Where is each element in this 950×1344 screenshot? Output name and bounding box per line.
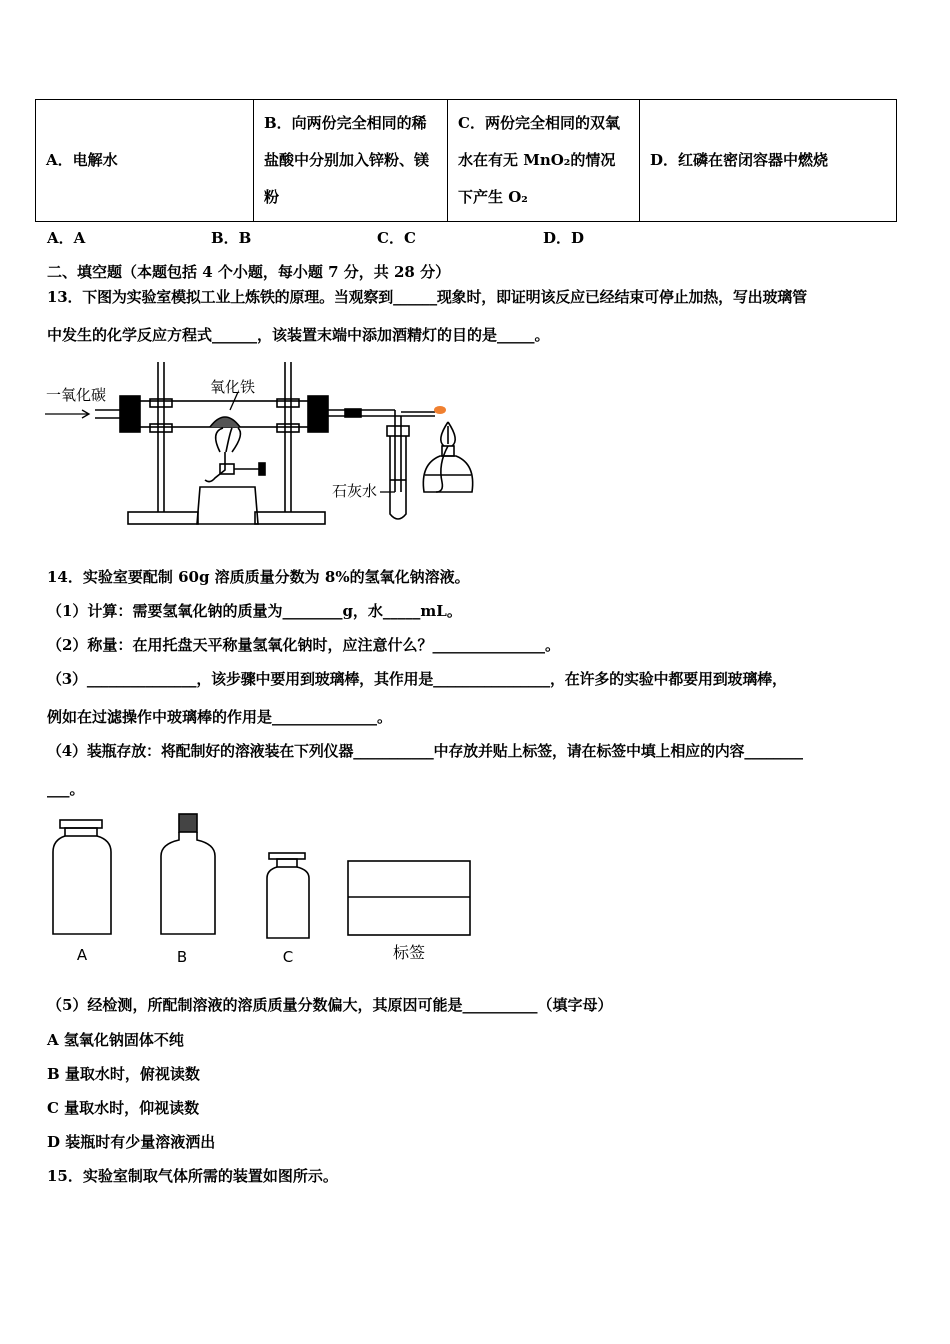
label-box-caption: 标签 [392,943,426,962]
q14-option-a: A 氢氧化钠固体不纯 [47,1031,184,1049]
q14-option-d: D 装瓶时有少量溶液洒出 [47,1133,216,1151]
bottle-c-label: C [282,948,294,966]
q14-part5: （5）经检测，所配制溶液的溶质质量分数偏大，其原因可能是__________（填字母） [47,996,613,1014]
gas-burner [197,487,258,524]
choice-d: D．D [543,229,585,247]
options-table [35,99,897,222]
q14-part3-line1: （3）_______________，该步骤中要用到玻璃棒，其作用是________________，在许多的实验中都要用到玻璃棒， [47,670,787,688]
q14-part1: （1）计算：需要氢氧化钠的质量为________g，水_____mL。 [47,602,462,620]
q14-part4-line2: ___。 [47,780,85,798]
flame-icon [434,406,446,414]
option-cell-b: B．向两份完全相同的稀盐酸中分别加入锌粉、镁粉 [254,100,448,222]
choice-c: C．C [377,229,416,247]
label-limewater: 石灰水 [332,482,378,500]
bottle-b-label: B [176,948,188,966]
test-tube [390,436,406,519]
q14-part2: （2）称量：在用托盘天平称量氢氧化钠时，应注意什么？_______________。 [47,636,560,654]
q14-part3-line2: 例如在过滤操作中玻璃棒的作用是______________。 [47,708,393,726]
bottle-a-label: A [76,946,88,964]
iron-smelting-apparatus-diagram [40,352,490,532]
choice-a: A．A [47,229,86,247]
q14-option-b: B 量取水时，俯视读数 [47,1065,200,1083]
q13-line2: 中发生的化学反应方程式______，该装置末端中添加酒精灯的目的是_____。 [47,326,550,344]
label-box [348,861,470,935]
bottle-b [161,814,215,934]
bottle-c [267,853,309,938]
option-cell-c: C．两份完全相同的双氧水在有无 MnO₂的情况下产生 O₂ [448,100,640,222]
q14-option-c: C 量取水时，仰视读数 [47,1099,200,1117]
label-fe2o3: 氧化铁 [210,378,256,396]
stand-base-right [255,512,325,524]
storage-bottles-diagram [45,810,485,970]
label-co: 一氧化碳 [46,386,107,404]
q13-line1: 13．下图为实验室模拟工业上炼铁的原理。当观察到______现象时，即证明该反应已经结束可停止加热，写出玻璃管 [47,288,807,306]
q14-part4-line1: （4）装瓶存放：将配制好的溶液装在下列仪器___________中存放并贴上标签，请在标签中填上相应的内容________ [47,742,803,760]
option-cell-d: D．红磷在密闭容器中燃烧 [640,100,897,222]
alcohol-lamp [423,456,472,492]
choice-b: B．B [211,229,252,247]
bottle-a [53,820,111,934]
q15-title: 15．实验室制取气体所需的装置如图所示。 [47,1167,338,1185]
section-heading: 二、填空题（本题包括 4 个小题，每小题 7 分，共 28 分） [47,263,451,281]
option-cell-a: A．电解水 [36,100,254,222]
q14-title: 14．实验室要配制 60g 溶质质量分数为 8%的氢氧化钠溶液。 [47,568,470,586]
stand-base-left [128,512,198,524]
